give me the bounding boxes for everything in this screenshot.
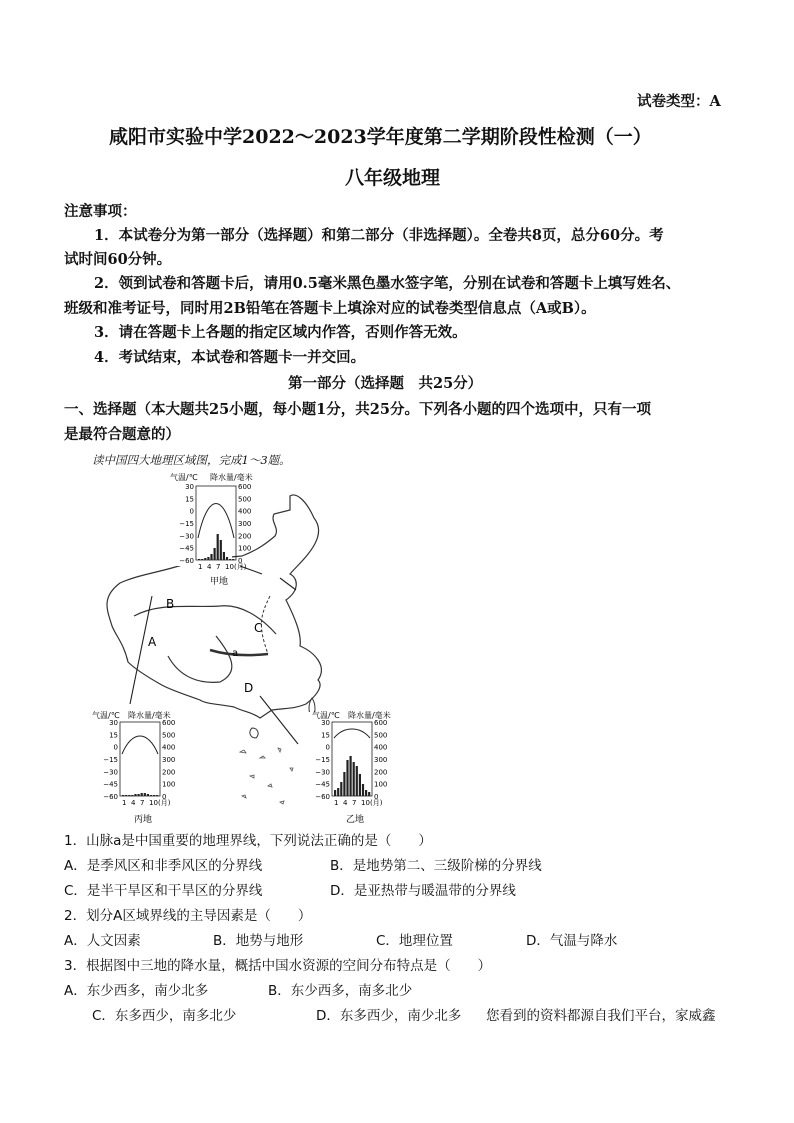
precip-bar	[334, 790, 336, 796]
precip-bar	[134, 794, 136, 796]
question-stem: 2．划分A区域界线的主导因素是（ ）	[64, 908, 312, 924]
precip-tick-label: 0	[238, 557, 243, 565]
qinling-line	[210, 650, 268, 655]
temp-tick-label: 30	[185, 483, 194, 491]
precip-bar	[147, 794, 149, 796]
precip-tick-label: 300	[374, 756, 388, 764]
temp-tick-label: −15	[103, 756, 118, 764]
temp-tick-label: −45	[315, 780, 330, 789]
month-tick-label: 1	[122, 799, 127, 807]
month-tick-label: 4	[131, 799, 136, 807]
question-stem: 3．根据图中三地的降水量，概括中国水资源的空间分布特点是（ ）	[64, 958, 492, 974]
section-heading: 一、选择题（本大题共25小题，每小题1分，共25分。下列各小题的四个选项中，只有一项	[64, 401, 651, 418]
temp-tick-label: 30	[109, 719, 118, 727]
precip-bar	[125, 795, 127, 796]
temp-tick-label: −45	[179, 544, 194, 553]
temp-tick-label: 0	[325, 743, 330, 752]
precip-bar	[156, 795, 158, 796]
precip-bar	[343, 772, 345, 796]
question-option: B．是地势第二、三级阶梯的分界线	[330, 858, 542, 874]
temp-axis-label: 气温/℃	[170, 473, 198, 482]
precip-bar	[128, 795, 130, 796]
region-boundary	[261, 596, 270, 654]
precip-tick-label: 300	[162, 756, 176, 764]
precip-tick-label: 200	[162, 768, 176, 777]
precip-bar	[362, 784, 364, 796]
precip-bar	[232, 559, 234, 560]
temp-tick-label: −45	[103, 780, 118, 789]
precip-bar	[204, 558, 206, 560]
precip-bar	[201, 559, 203, 560]
note-line: 试时间60分钟。	[64, 251, 172, 268]
month-tick-label: 7	[352, 799, 357, 807]
note-line: 3．请在答题卡上各题的指定区域内作答，否则作答无效。	[94, 324, 467, 341]
precip-bar	[365, 790, 367, 796]
temp-tick-label: −30	[179, 532, 194, 541]
precip-tick-label: 600	[162, 719, 176, 727]
region-map-figure	[90, 466, 420, 824]
precip-bar	[131, 795, 133, 796]
chart-caption: 甲地	[210, 577, 229, 587]
question-option: A．东少西多，南少北多	[64, 983, 209, 999]
note-line: 1．本试卷分为第一部分（选择题）和第二部分（非选择题）。全卷共8页，总分60分。考	[94, 227, 664, 244]
precip-tick-label: 500	[162, 731, 176, 740]
precip-bar	[210, 554, 212, 560]
precip-tick-label: 200	[374, 768, 388, 777]
precip-bar	[368, 792, 370, 796]
precip-tick-label: 100	[374, 780, 388, 789]
trailing-watermark-text: 您看到的资料都源自我们平台，家威鑫	[486, 1008, 716, 1024]
chart-caption: 丙地	[134, 815, 153, 824]
question-option: A．是季风区和非季风区的分界线	[64, 858, 263, 874]
precip-tick-label: 600	[238, 483, 252, 491]
precip-tick-label: 500	[374, 731, 388, 740]
climate-chart-yi	[302, 710, 420, 824]
temp-tick-label: 15	[185, 495, 194, 504]
precip-bar	[153, 795, 155, 796]
temp-tick-label: 15	[321, 731, 330, 740]
question-option: C．东多西少，南多北少	[92, 1008, 237, 1024]
temp-tick-label: 30	[321, 719, 330, 727]
precip-axis-label: 降水量/毫米	[128, 711, 171, 720]
precip-axis-label: 降水量/毫米	[348, 711, 391, 720]
question-option: C．是半干旱区和干旱区的分界线	[64, 883, 263, 899]
month-tick-label: 4	[207, 563, 212, 571]
temp-tick-label: −15	[179, 520, 194, 528]
temp-axis-label: 气温/℃	[312, 711, 340, 720]
precip-bar	[226, 557, 228, 560]
note-line: 班级和准考证号，同时用2B铅笔在答题卡上填涂对应的试卷类型信息点（A或B）。	[64, 300, 596, 317]
note-line: 4．考试结束，本试卷和答题卡一并交回。	[94, 349, 366, 366]
precip-bar	[340, 782, 342, 796]
region-boundary	[168, 636, 232, 682]
precip-bar	[350, 756, 352, 796]
precip-bar	[141, 793, 143, 796]
precip-bar	[356, 766, 358, 796]
precip-bar	[353, 762, 355, 796]
climate-chart-bing	[90, 710, 190, 824]
region-label-d: D	[244, 681, 254, 695]
precip-bar	[122, 795, 124, 796]
month-tick-label: 10	[149, 799, 158, 807]
precip-bar	[217, 534, 219, 560]
section-heading-cont: 是最符合题意的）	[64, 426, 180, 443]
temp-axis-label: 气温/℃	[92, 711, 120, 720]
precip-tick-label: 600	[374, 719, 388, 727]
precip-tick-label: 500	[238, 495, 252, 504]
question-stem: 1．山脉a是中国重要的地理界线，下列说法正确的是（ ）	[64, 833, 432, 849]
precip-tick-label: 0	[374, 793, 379, 801]
question-option: A．人文因素	[64, 933, 141, 949]
temp-tick-label: −15	[315, 756, 330, 764]
note-line: 2．领到试卷和答题卡后，请用0.5毫米黑色墨水签字笔，分别在试卷和答题卡上填写姓名、	[94, 275, 681, 292]
month-tick-label: (月)	[234, 563, 247, 571]
part1-heading: 第一部分（选择题 共25分）	[288, 375, 483, 392]
temp-tick-label: 15	[109, 731, 118, 740]
hainan-outline	[250, 728, 258, 738]
month-tick-label: 7	[216, 563, 221, 571]
temp-tick-label: −30	[103, 768, 118, 777]
region-label-a: A	[148, 635, 157, 649]
page-subtitle: 八年级地理	[345, 167, 441, 189]
month-tick-label: 10	[225, 563, 234, 571]
arrow-jia-c	[280, 578, 296, 590]
precip-bar	[138, 794, 140, 796]
month-tick-label: 1	[334, 799, 339, 807]
temp-tick-label: 0	[113, 743, 118, 752]
precip-bar	[150, 795, 152, 796]
month-tick-label: (月)	[370, 799, 383, 807]
precip-bar	[207, 557, 209, 560]
temp-tick-label: 0	[189, 507, 194, 516]
region-label-b: B	[166, 597, 175, 611]
question-option: D．气温与降水	[526, 933, 618, 949]
precip-bar	[346, 760, 348, 796]
precip-bar	[229, 559, 231, 560]
precip-tick-label: 200	[238, 532, 252, 541]
question-option: B．地势与地形	[213, 933, 304, 949]
month-tick-label: 10	[361, 799, 370, 807]
precip-bar	[337, 788, 339, 796]
precip-tick-label: 400	[374, 743, 388, 752]
precip-bar	[223, 552, 225, 560]
mountain-label-a: a	[232, 648, 239, 659]
question-option: C．地理位置	[376, 933, 453, 949]
south-china-sea-islands	[240, 748, 293, 804]
month-tick-label: (月)	[158, 799, 171, 807]
temp-tick-label: −60	[315, 793, 330, 801]
precip-tick-label: 100	[238, 544, 252, 553]
paper-type: 试卷类型：A	[637, 93, 721, 110]
figure-intro: 读中国四大地理区域图，完成1～3题。	[92, 453, 291, 467]
precip-bar	[198, 559, 200, 560]
precip-bar	[144, 793, 146, 796]
precip-bar	[359, 774, 361, 796]
page-title: 咸阳市实验中学2022～2023学年度第二学期阶段性检测（一）	[109, 126, 652, 148]
region-label-c: C	[254, 621, 263, 635]
precip-tick-label: 400	[162, 743, 176, 752]
chart-caption: 乙地	[346, 815, 365, 824]
precip-tick-label: 400	[238, 507, 252, 516]
question-option: B．东少西多，南多北少	[268, 983, 413, 999]
notes-heading: 注意事项：	[64, 203, 137, 220]
precip-bar	[214, 548, 216, 560]
month-tick-label: 1	[198, 563, 203, 571]
arrow-yi	[260, 696, 298, 744]
precip-tick-label: 100	[162, 780, 176, 789]
temp-tick-label: −60	[179, 557, 194, 565]
question-option: D．是亚热带与暖温带的分界线	[330, 883, 516, 899]
precip-tick-label: 300	[238, 520, 252, 528]
precip-bar	[220, 540, 222, 560]
question-option: D．东多西少，南少北多	[316, 1008, 462, 1024]
temp-tick-label: −30	[315, 768, 330, 777]
month-tick-label: 7	[140, 799, 145, 807]
precip-axis-label: 降水量/毫米	[210, 473, 253, 482]
precip-tick-label: 0	[162, 793, 167, 801]
temp-tick-label: −60	[103, 793, 118, 801]
month-tick-label: 4	[343, 799, 348, 807]
